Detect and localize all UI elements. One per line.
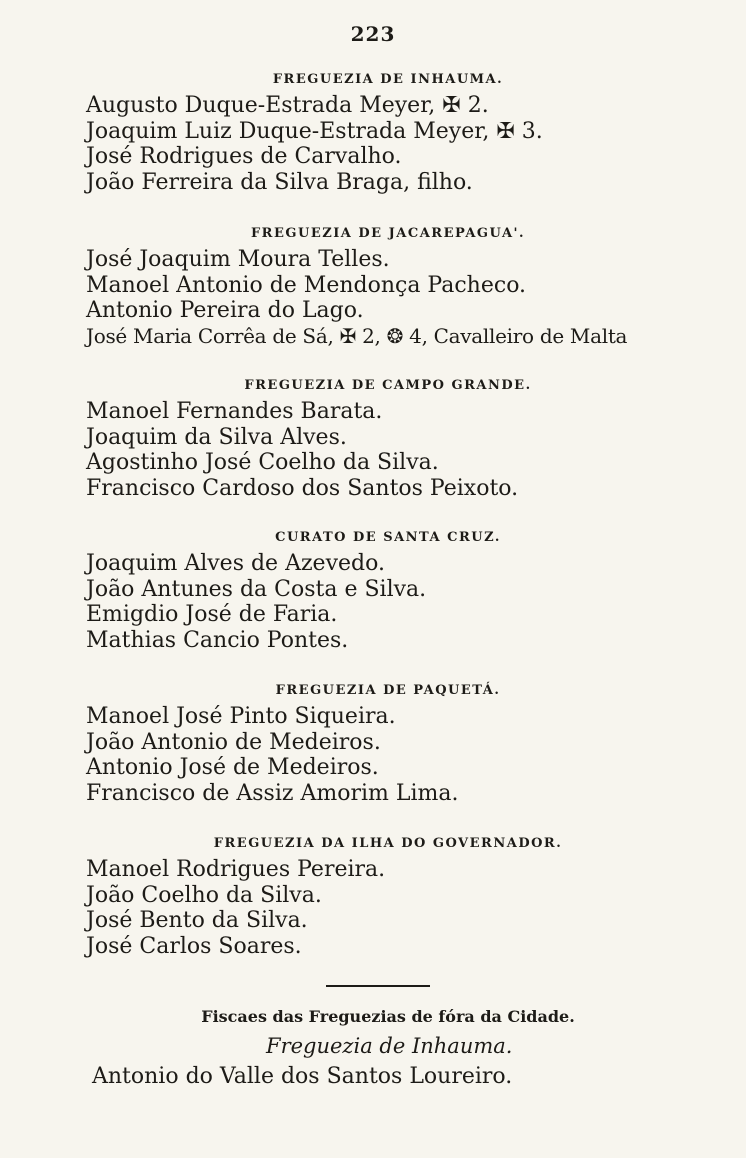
list-item: João Antonio de Medeiros. <box>86 729 381 755</box>
list-item: Francisco Cardoso dos Santos Peixoto. <box>86 475 519 501</box>
name-list <box>86 551 746 653</box>
list-item: José Carlos Soares. <box>86 933 302 959</box>
list-item: Augusto Duque-Estrada Meyer, ✠ 2. <box>86 93 489 118</box>
section-campo-grande <box>0 378 746 501</box>
list-item: Manoel Fernandes Barata. <box>86 399 383 424</box>
section-heading: FREGUEZIA DE CAMPO GRANDE. <box>244 378 532 393</box>
section-paqueta <box>0 683 746 806</box>
list-item: Francisco de Assiz Amorim Lima. <box>86 780 459 806</box>
page-number: 223 <box>350 22 396 46</box>
list-item: Manoel José Pinto Siqueira. <box>86 704 396 729</box>
section-jacarepagua <box>0 226 746 349</box>
list-item: Mathias Cancio Pontes. <box>86 627 349 653</box>
list-item: Emigdio José de Faria. <box>86 602 338 627</box>
name-list <box>86 399 746 501</box>
name-list <box>86 93 746 195</box>
list-item: Antonio Pereira do Lago. <box>86 298 364 323</box>
list-item: João Ferreira da Silva Braga, filho. <box>86 169 473 195</box>
name-list <box>86 704 746 806</box>
list-item: José Joaquim Moura Telles. <box>86 247 390 272</box>
list-item: João Coelho da Silva. <box>86 882 322 908</box>
list-item: Agostinho José Coelho da Silva. <box>86 450 439 475</box>
divider-rule <box>326 985 430 987</box>
list-item: Manoel Antonio de Mendonça Pacheco. <box>86 272 527 298</box>
fiscaes-title: Fiscaes das Freguezias de fóra da Cidade. <box>201 1007 575 1026</box>
section-inhauma <box>0 72 746 195</box>
list-item: José Bento da Silva. <box>86 908 308 933</box>
section-ilha-do-governador <box>0 836 746 959</box>
fiscaes-subheading: Freguezia de Inhauma. <box>266 1034 513 1058</box>
section-heading: CURATO DE SANTA CRUZ. <box>275 530 501 545</box>
section-heading: FREGUEZIA DE JACAREPAGUA'. <box>250 226 526 241</box>
list-item: Antonio José de Medeiros. <box>86 755 379 780</box>
section-heading: FREGUEZIA DE INHAUMA. <box>272 72 504 87</box>
list-item: Joaquim Luiz Duque-Estrada Meyer, ✠ 3. <box>86 118 543 144</box>
name-list <box>86 247 746 349</box>
section-heading: FREGUEZIA DE PAQUETÁ. <box>275 683 501 698</box>
list-item: João Antunes da Costa e Silva. <box>86 576 427 602</box>
name-list <box>86 857 746 959</box>
list-item: Joaquim Alves de Azevedo. <box>86 551 385 576</box>
list-item: José Maria Corrêa de Sá, ✠ 2, ❂ 4, Cavalleiro de Malta <box>86 323 628 348</box>
list-item: José Rodrigues de Carvalho. <box>86 144 402 169</box>
list-item: Joaquim da Silva Alves. <box>86 424 347 450</box>
section-heading: FREGUEZIA DA ILHA DO GOVERNADOR. <box>213 836 563 851</box>
section-santa-cruz <box>0 530 746 653</box>
list-item: Manoel Rodrigues Pereira. <box>86 857 386 882</box>
fiscal-name: Antonio do Valle dos Santos Loureiro. <box>92 1064 513 1089</box>
